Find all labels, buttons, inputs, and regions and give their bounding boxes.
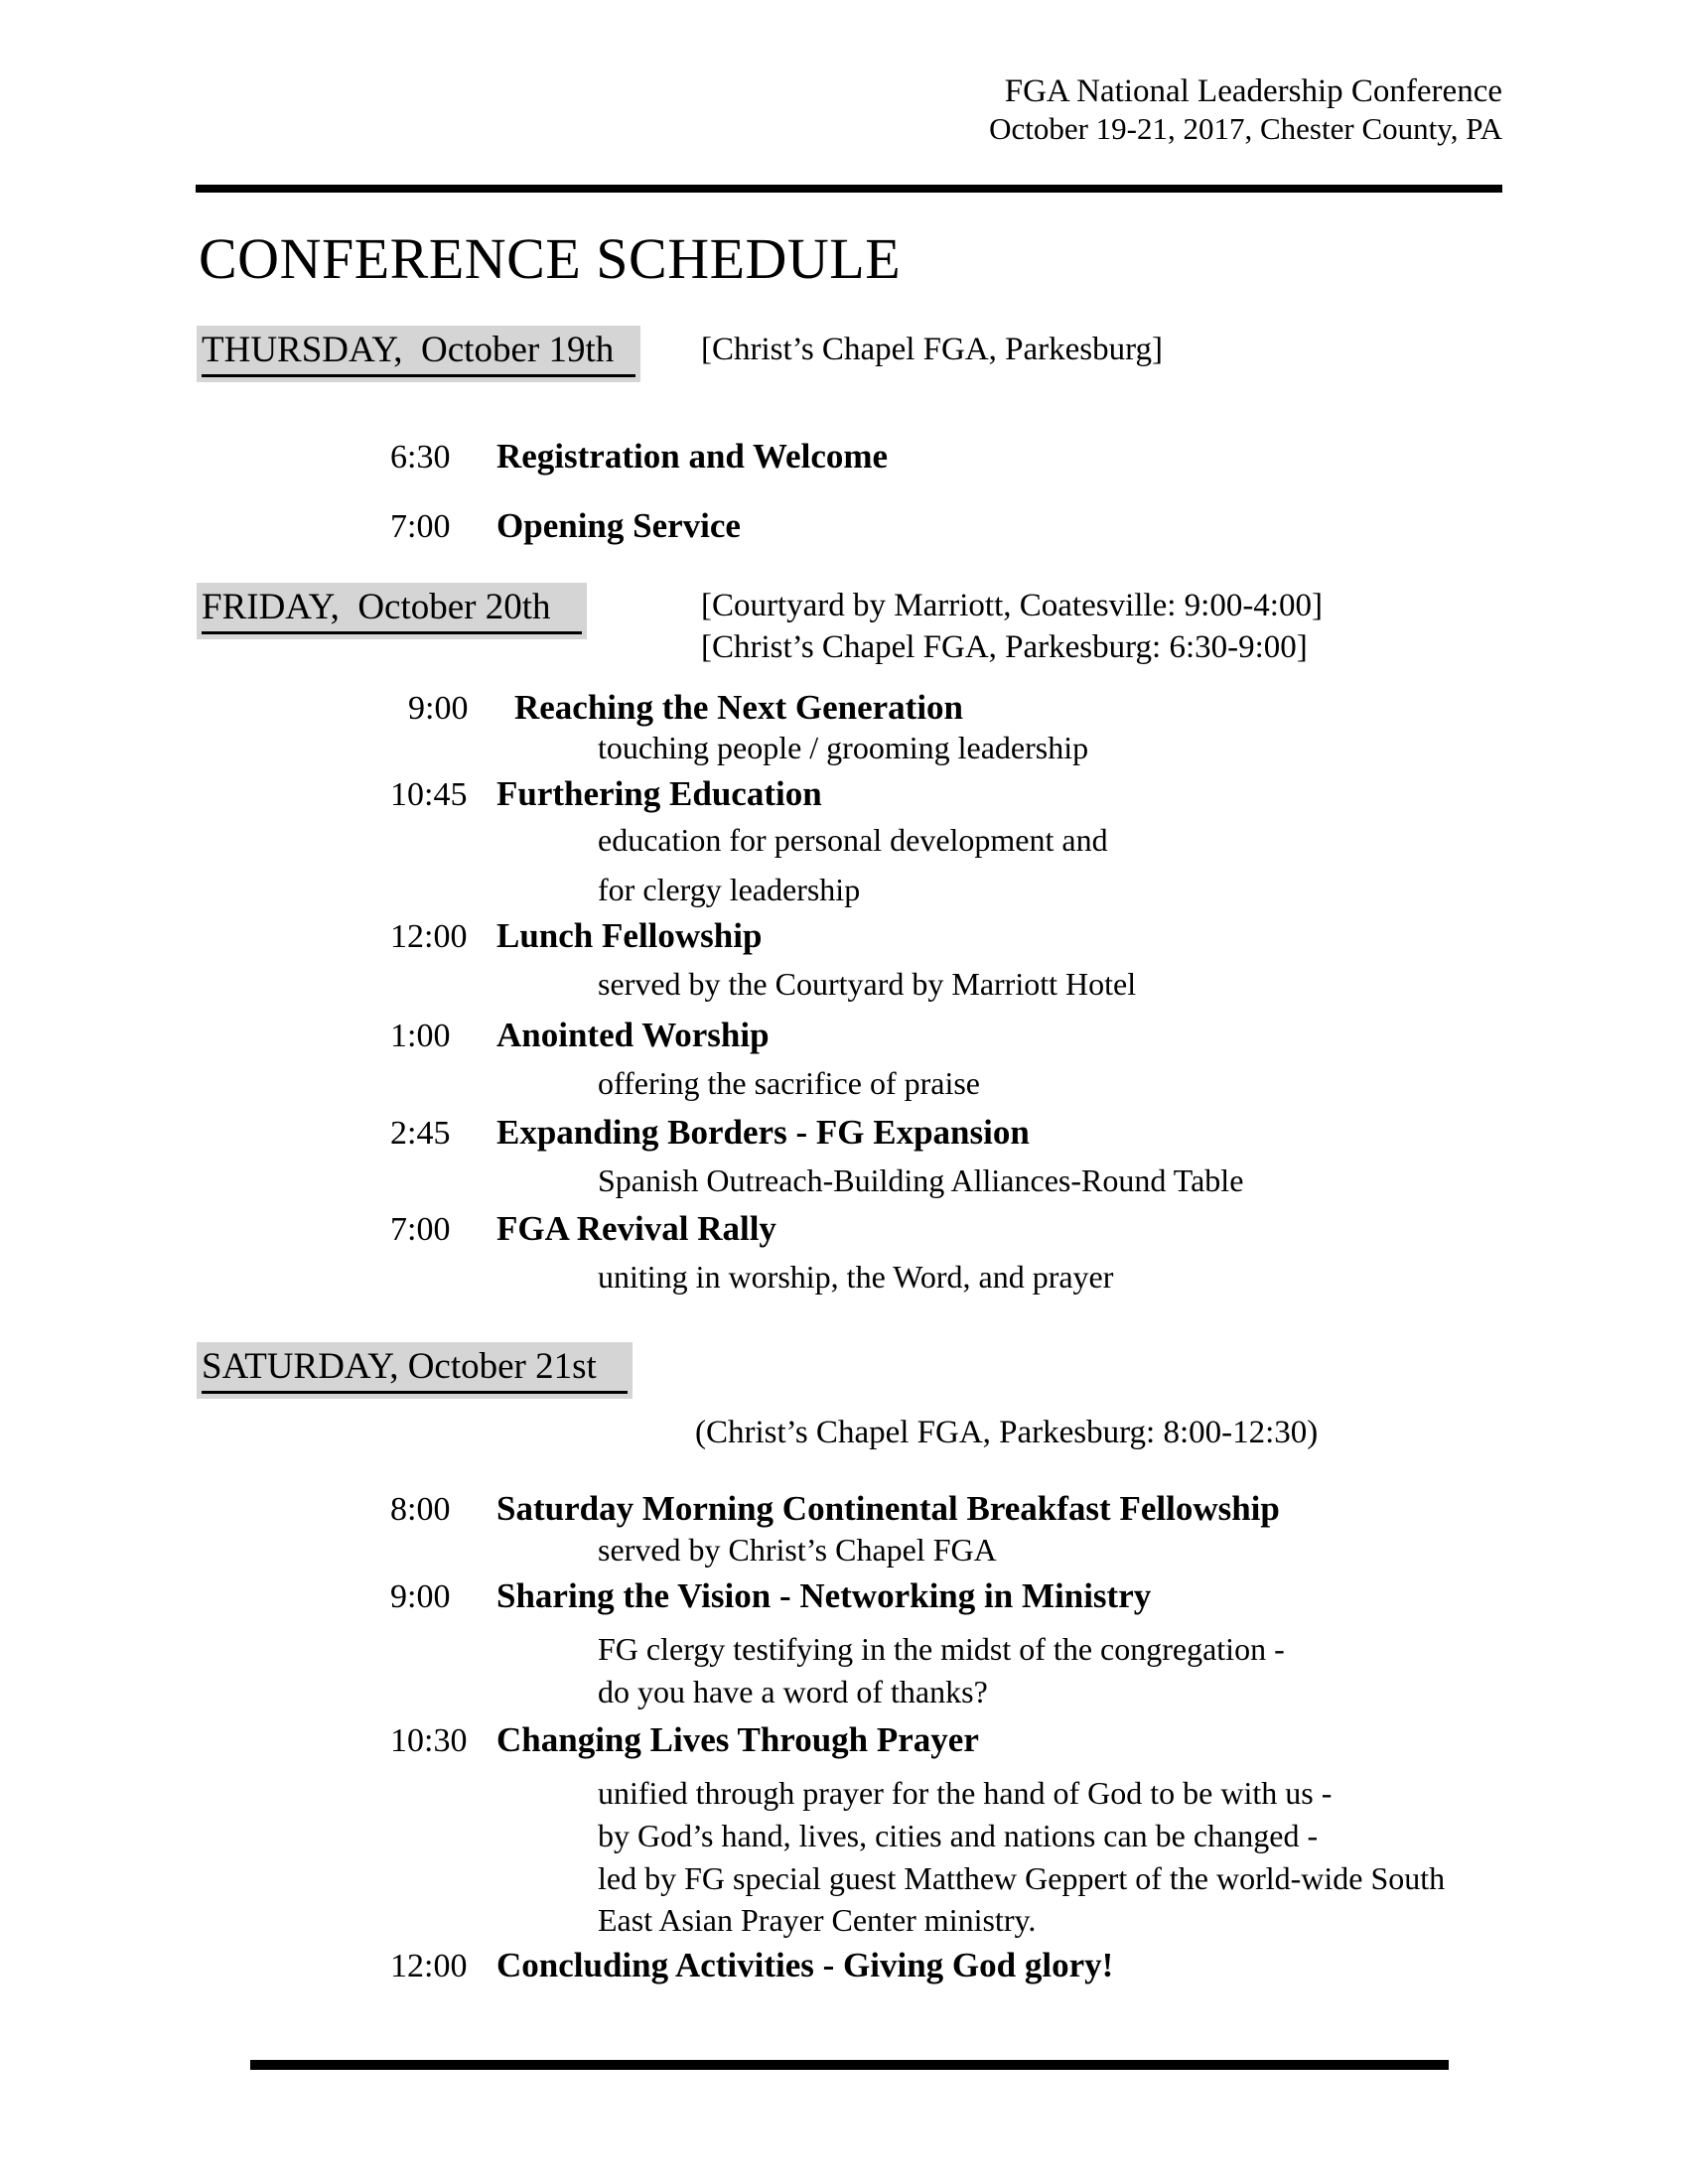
event-time: 12:00: [390, 1948, 468, 1984]
event-detail: served by Christ’s Chapel FGA: [598, 1532, 997, 1568]
day-header-saturday: [197, 1342, 633, 1399]
event-row: [390, 1489, 1280, 1529]
event-detail: for clergy leadership: [598, 872, 861, 907]
event-title: Changing Lives Through Prayer: [496, 1720, 979, 1759]
event-time: 8:00: [390, 1491, 451, 1528]
event-title: Sharing the Vision - Networking in Ministry: [496, 1576, 1152, 1615]
day-header-thursday: [197, 326, 640, 382]
location-note: [Courtyard by Marriott, Coatesville: 9:00-4:00]: [701, 588, 1323, 623]
event-title: Registration and Welcome: [496, 437, 889, 476]
day-header-label: FRIDAY, October 20th: [202, 587, 582, 634]
day-header-label: SATURDAY, October 21st: [202, 1346, 628, 1394]
event-time: 9:00: [390, 1578, 451, 1615]
event-title: Lunch Fellowship: [496, 916, 763, 955]
event-time: 10:45: [390, 776, 468, 813]
day-header-friday: [197, 583, 587, 639]
event-time: 9:00: [408, 690, 469, 727]
event-detail: unified through prayer for the hand of God to be with us -: [598, 1775, 1333, 1811]
event-row: [390, 688, 963, 728]
event-title: Reaching the Next Generation: [514, 688, 964, 727]
event-detail: by God’s hand, lives, cities and nations can be changed -: [598, 1818, 1319, 1853]
event-detail: FG clergy testifying in the midst of the congregation -: [598, 1631, 1285, 1667]
event-detail: uniting in worship, the Word, and prayer: [598, 1259, 1114, 1295]
event-title: Anointed Worship: [496, 1016, 770, 1054]
event-detail: East Asian Prayer Center ministry.: [598, 1902, 1037, 1938]
event-row: [390, 774, 822, 814]
event-title: Concluding Activities - Giving God glory!: [496, 1946, 1114, 1984]
event-time: 12:00: [390, 918, 468, 955]
event-row: [390, 1720, 979, 1760]
location-note: [Christ’s Chapel FGA, Parkesburg: 6:30-9:00]: [701, 629, 1308, 665]
event-row: [390, 1209, 776, 1249]
event-title: Furthering Education: [496, 774, 822, 813]
event-detail: do you have a word of thanks?: [598, 1674, 988, 1709]
header-divider-rule: [196, 185, 1502, 193]
page-title: CONFERENCE SCHEDULE: [199, 226, 902, 291]
event-row: [390, 1113, 1030, 1153]
event-row: [390, 916, 762, 956]
event-row: [390, 1016, 770, 1055]
event-detail: education for personal development and: [598, 822, 1108, 858]
event-time: 10:30: [390, 1722, 468, 1759]
event-detail: Spanish Outreach-Building Alliances-Round Table: [598, 1162, 1244, 1198]
event-row: [390, 437, 888, 477]
event-detail: touching people / grooming leadership: [598, 730, 1089, 765]
event-detail: led by FG special guest Matthew Geppert of the world-wide South: [598, 1860, 1446, 1896]
event-time: 7:00: [390, 508, 451, 545]
event-time: 2:45: [390, 1115, 451, 1152]
event-time: 6:30: [390, 439, 451, 476]
event-time: 1:00: [390, 1018, 451, 1054]
footer-divider-rule: [250, 2060, 1449, 2070]
event-title: Expanding Borders - FG Expansion: [496, 1113, 1030, 1152]
event-row: [390, 1946, 1113, 1985]
day-header-label: THURSDAY, October 19th: [202, 330, 635, 377]
event-detail: offering the sacrifice of praise: [598, 1065, 980, 1101]
event-title: Saturday Morning Continental Breakfast Fellowship: [496, 1489, 1280, 1528]
header-org-name: FGA National Leadership Conference: [1004, 73, 1502, 109]
location-note: [Christ’s Chapel FGA, Parkesburg]: [701, 332, 1164, 367]
header-date-location: October 19-21, 2017, Chester County, PA: [989, 111, 1502, 146]
event-title: Opening Service: [496, 506, 741, 545]
location-note: (Christ’s Chapel FGA, Parkesburg: 8:00-12:30): [695, 1415, 1319, 1450]
event-detail: served by the Courtyard by Marriott Hotel: [598, 966, 1137, 1002]
event-row: [390, 506, 741, 546]
event-title: FGA Revival Rally: [496, 1209, 776, 1248]
event-row: [390, 1576, 1151, 1616]
event-time: 7:00: [390, 1211, 451, 1248]
